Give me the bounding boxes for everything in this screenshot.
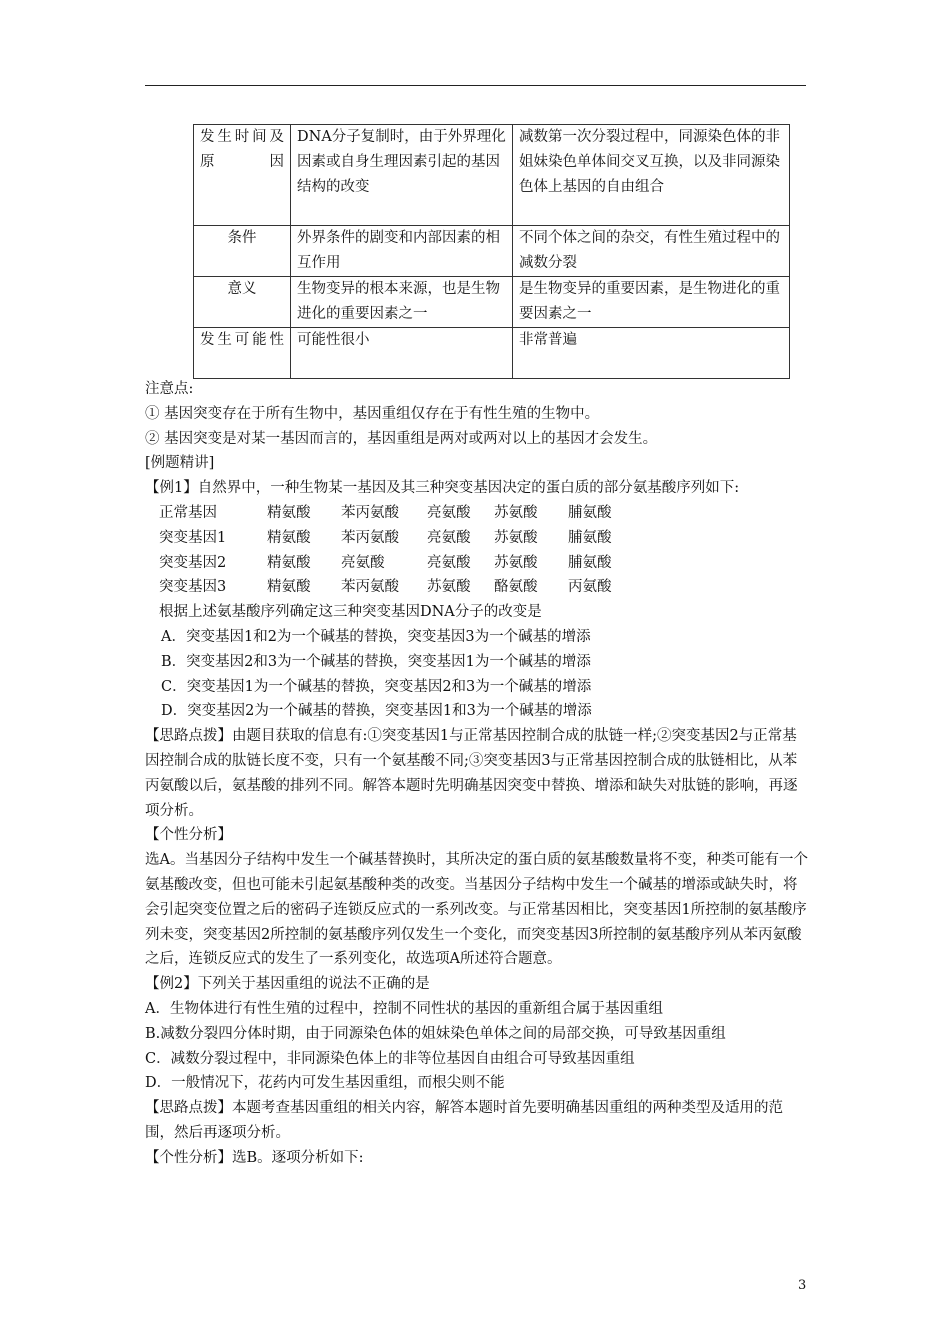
row-label: 发生时间及原因 bbox=[194, 125, 291, 226]
option-b: B．突变基因2和3为一个碱基的替换，突变基因1为一个碱基的增添 bbox=[161, 653, 591, 670]
example1-analysis: 选A。当基因分子结构中发生一个碱基替换时，其所决定的蛋白质的氨基酸数量将不变，种类可能有一个氨基酸改变，但也可能未引起氨基酸种类的改变。当基因分子结构中发生一个碱基的增添或缺失时，将会引起突变位置之后的密码子连锁反应式的一系列改变。与正常基因相比，突变基因1所控制的氨基酸序列未变，突变基因2所控制的氨基酸序列仅发生一个变化，而突变基因3所控制的氨基酸序列从苯丙氨酸之后，连锁反应式的发生了一系列变化，故选项A所述符合题意。 bbox=[145, 852, 808, 968]
mutation-cell: 外界条件的剧变和内部因素的相互作用 bbox=[291, 226, 513, 277]
option-d: D．一般情况下，花药内可发生基因重组，而根尖则不能 bbox=[145, 1075, 505, 1092]
section-title: [例题精讲] bbox=[145, 455, 215, 472]
table-row bbox=[194, 277, 790, 328]
mutation-cell: 生物变异的根本来源，也是生物进化的重要因素之一 bbox=[291, 277, 513, 328]
table-row bbox=[194, 125, 790, 226]
page-number: 3 bbox=[798, 1278, 807, 1293]
table-row bbox=[194, 226, 790, 277]
option-c: C．减数分裂过程中，非同源染色体上的非等位基因自由组合可导致基因重组 bbox=[145, 1050, 635, 1067]
option-a: A．突变基因1和2为一个碱基的替换，突变基因3为一个碱基的增添 bbox=[161, 628, 591, 645]
recombination-cell: 减数第一次分裂过程中，同源染色体的非姐妹染色单体间交叉互换，以及非同源染色体上基因的自由组合 bbox=[513, 125, 790, 226]
mutation-cell: DNA分子复制时，由于外界理化因素或自身生理因素引起的基因结构的改变 bbox=[291, 125, 513, 226]
table-row bbox=[194, 328, 790, 379]
option-a: A．生物体进行有性生殖的过程中，控制不同性状的基因的重新组合属于基因重组 bbox=[145, 1000, 663, 1017]
note-item: ② 基因突变是对某一基因而言的，基因重组是两对或两对以上的基因才会发生。 bbox=[145, 430, 658, 447]
sequence-row: 突变基因1 精氨酸 苯丙氨酸 亮氨酸 苏氨酸 脯氨酸 bbox=[159, 529, 612, 546]
sequence-row: 突变基因3 精氨酸 苯丙氨酸 苏氨酸 酪氨酸 丙氨酸 bbox=[159, 579, 612, 596]
row-label: 发生可能性 bbox=[194, 328, 291, 379]
example1-stem: 【例1】自然界中，一种生物某一基因及其三种突变基因决定的蛋白质的部分氨基酸序列如下: bbox=[145, 480, 740, 497]
example2-stem: 【例2】下列关于基因重组的说法不正确的是 bbox=[145, 976, 430, 993]
example1-question: 根据上述氨基酸序列确定这三种突变基因DNA分子的改变是 bbox=[159, 604, 542, 621]
example2-hint: 【思路点拨】本题考查基因重组的相关内容，解答本题时首先要明确基因重组的两种类型及适用的范围，然后再逐项分析。 bbox=[145, 1100, 783, 1141]
recombination-cell: 是生物变异的重要因素，是生物进化的重要因素之一 bbox=[513, 277, 790, 328]
recombination-cell: 非常普遍 bbox=[513, 328, 790, 379]
notes-title: 注意点: bbox=[145, 381, 194, 397]
row-label: 意义 bbox=[194, 277, 291, 328]
document-body bbox=[145, 377, 809, 1171]
option-c: C．突变基因1为一个碱基的替换，突变基因2和3为一个碱基的增添 bbox=[161, 678, 592, 695]
option-b: B.减数分裂四分体时期，由于同源染色体的姐妹染色单体之间的局部交换，可导致基因重组 bbox=[145, 1025, 726, 1042]
example1-hint: 【思路点拨】由题目获取的信息有:①突变基因1与正常基因控制合成的肽链一样;②突变基因2与正常基因控制合成的肽链长度不变，只有一个氨基酸不同;③突变基因3与正常基因控制合成的肽链相比，从苯丙氨酸以后，氨基酸的排列不同。解答本题时先明确基因突变中替换、增添和缺失对肽链的影响，再逐项分析。 bbox=[145, 728, 798, 819]
sequence-row: 突变基因2 精氨酸 亮氨酸 亮氨酸 苏氨酸 脯氨酸 bbox=[159, 554, 612, 571]
row-label: 条件 bbox=[194, 226, 291, 277]
mutation-cell: 可能性很小 bbox=[291, 328, 513, 379]
recombination-cell: 不同个体之间的杂交，有性生殖过程中的减数分裂 bbox=[513, 226, 790, 277]
example1-analysis-title: 【个性分析】 bbox=[145, 827, 232, 844]
example2-analysis: 【个性分析】选B。逐项分析如下: bbox=[145, 1149, 364, 1166]
note-item: ① 基因突变存在于所有生物中，基因重组仅存在于有性生殖的生物中。 bbox=[145, 405, 600, 422]
option-d: D．突变基因2为一个碱基的替换，突变基因1和3为一个碱基的增添 bbox=[161, 703, 592, 720]
sequence-row: 正常基因 精氨酸 苯丙氨酸 亮氨酸 苏氨酸 脯氨酸 bbox=[159, 504, 612, 521]
comparison-table bbox=[193, 124, 790, 379]
header-rule bbox=[145, 85, 806, 86]
